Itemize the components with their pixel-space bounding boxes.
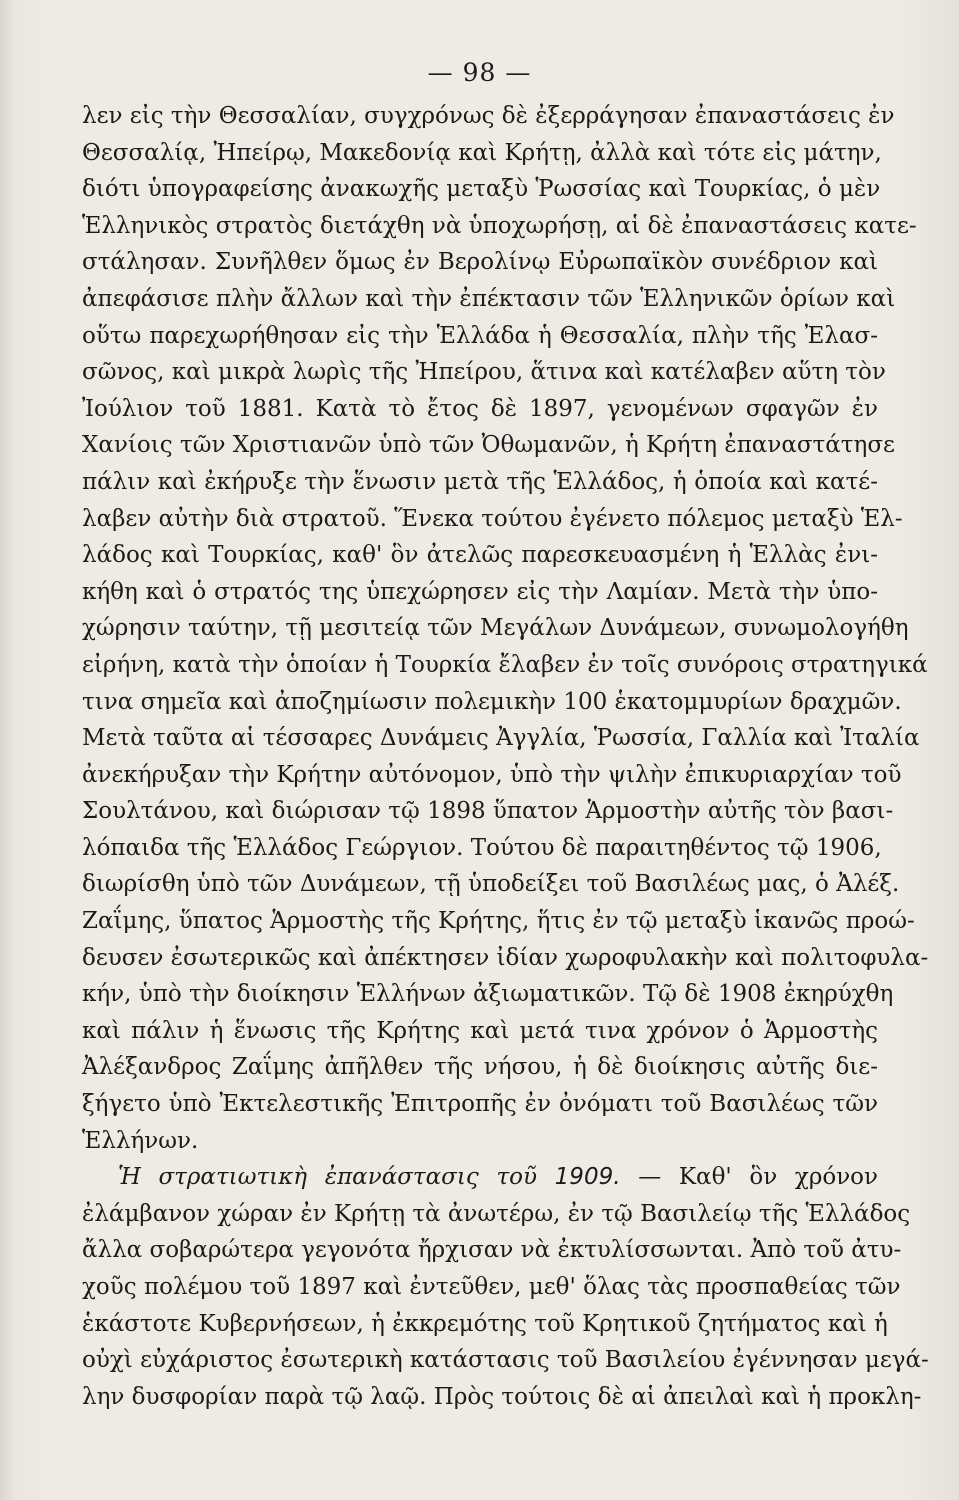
text-line: οὐχὶ εὐχάριστος ἐσωτερικὴ κατάστασις τοῦ Βασιλείου ἐγέννησαν μεγά- xyxy=(82,1347,929,1374)
paragraph-1 xyxy=(82,98,929,1159)
text-line: λεν εἰς τὴν Θεσσαλίαν, συγχρόνως δὲ ἐξερράγησαν ἐπαναστάσεις ἐν xyxy=(82,103,895,129)
text-line: ξήγετο ὑπὸ Ἐκτελεστικῆς Ἐπιτροπῆς ἐν ὀνόματι τοῦ Βασιλέως τῶν xyxy=(82,1091,878,1118)
text-line: εἰρήνη, κατὰ τὴν ὁποίαν ἡ Τουρκία ἔλαβεν ἐν τοῖς συνόροις στρατηγικά xyxy=(82,651,928,678)
text-line: ἑκάστοτε Κυβερνήσεων, ἡ ἐκκρεμότης τοῦ Κρητικοῦ ζητήματος καὶ ἡ xyxy=(82,1310,888,1337)
text-line: ἀνεκήρυξαν τὴν Κρήτην αὐτόνομον, ὑπὸ τὴν ψιλὴν ἐπικυριαρχίαν τοῦ xyxy=(82,761,902,788)
text-line: Ἀλέξανδρος Ζαΐμης ἀπῆλθεν τῆς νήσου, ἡ δὲ διοίκησις αὐτῆς διε- xyxy=(82,1054,878,1081)
text-line: δευσεν ἐσωτερικῶς καὶ ἀπέκτησεν ἰδίαν χωροφυλακὴν καὶ πολιτοφυλα- xyxy=(82,944,929,971)
text-line: Σουλτάνου, καὶ διώρισαν τῷ 1898 ὕπατον Ἁρμοστὴν αὐτῆς τὸν βασι- xyxy=(82,798,894,825)
text-line: πάλιν καὶ ἐκήρυξε τὴν ἕνωσιν μετὰ τῆς Ἑλλάδος, ἡ ὁποία καὶ κατέ- xyxy=(82,468,878,495)
text-line: τινα σημεῖα καὶ ἀποζημίωσιν πολεμικὴν 100 ἑκατομμυρίων δραχμῶν. xyxy=(82,688,902,715)
text-line: διότι ὑπογραφείσης ἀνακωχῆς μεταξὺ Ῥωσσίας καὶ Τουρκίας, ὁ μὲν xyxy=(82,176,881,203)
text-line: Χανίοις τῶν Χριστιανῶν ὑπὸ τῶν Ὀθωμανῶν, ἡ Κρήτη ἐπαναστάτησε xyxy=(82,432,895,459)
heading-line-text: — Καθ' ὃν χρόνον xyxy=(638,1164,879,1191)
text-line: ἄλλα σοβαρώτερα γεγονότα ἤρχισαν νὰ ἐκτυλίσσωνται. Ἀπὸ τοῦ ἀτυ- xyxy=(82,1237,902,1264)
section-heading: Ἡ στρατιωτικὴ ἐπανάστασις τοῦ xyxy=(118,1164,537,1191)
text-line: χοῦς πολέμου τοῦ 1897 καὶ ἐντεῦθεν, μεθ' ὅλας τὰς προσπαθείας τῶν xyxy=(82,1274,901,1300)
body-text xyxy=(82,98,929,1415)
section-heading-line xyxy=(82,1159,878,1196)
text-line: διωρίσθη ὑπὸ τῶν Δυνάμεων, τῇ ὑποδείξει τοῦ Βασιλέως μας, ὁ Ἀλέξ. xyxy=(82,871,900,898)
text-line: λάδος καὶ Τουρκίας, καθ' ὃν ἀτελῶς παρεσκευασμένη ἡ Ἑλλὰς ἐνι- xyxy=(82,542,878,569)
text-line: Μετὰ ταῦτα αἱ τέσσαρες Δυνάμεις Ἀγγλία, Ῥωσσία, Γαλλία καὶ Ἰταλία xyxy=(82,725,920,752)
text-line: οὕτω παρεχωρήθησαν εἰς τὴν Ἑλλάδα ἡ Θεσσαλία, πλὴν τῆς Ἐλασ- xyxy=(82,322,878,349)
text-line: σῶνος, καὶ μικρὰ λωρὶς τῆς Ἠπείρου, ἅτινα καὶ κατέλαβεν αὕτη τὸν xyxy=(82,359,886,386)
text-line: χώρησιν ταύτην, τῇ μεσιτείᾳ τῶν Μεγάλων Δυνάμεων, συνωμολογήθη xyxy=(82,615,909,642)
text-line: στάλησαν. Συνῆλθεν ὅμως ἐν Βερολίνῳ Εὐρωπαϊκὸν συνέδριον καὶ xyxy=(82,249,878,276)
paragraph-2 xyxy=(82,1159,929,1415)
text-line: Ἑλλήνων. xyxy=(82,1127,199,1154)
text-line: λην δυσφορίαν παρὰ τῷ λαῷ. Πρὸς τούτοις δὲ αἱ ἀπειλαὶ καὶ ἡ προκλη- xyxy=(82,1383,922,1410)
text-line: κήν, ὑπὸ τὴν διοίκησιν Ἑλλήνων ἀξιωματικῶν. Τῷ δὲ 1908 ἐκηρύχθη xyxy=(82,981,894,1008)
text-line: ἐλάμβανον χώραν ἐν Κρήτῃ τὰ ἀνωτέρω, ἐν τῷ Βασιλείῳ τῆς Ἑλλάδος xyxy=(82,1200,911,1227)
text-line: λόπαιδα τῆς Ἑλλάδος Γεώργιον. Τούτου δὲ παραιτηθέντος τῷ 1906, xyxy=(82,834,882,861)
page-number: — 98 — xyxy=(427,58,532,87)
text-line: Ἑλληνικὸς στρατὸς διετάχθη νὰ ὑποχωρήσῃ, αἱ δὲ ἐπαναστάσεις κατε- xyxy=(82,212,917,239)
section-heading-year: 1909. xyxy=(554,1164,621,1191)
text-line: λαβεν αὐτὴν διὰ στρατοῦ. Ἕνεκα τούτου ἐγένετο πόλεμος μεταξὺ Ἑλ- xyxy=(82,505,903,532)
text-line: Ζαΐμης, ὕπατος Ἁρμοστὴς τῆς Κρήτης, ἥτις ἐν τῷ μεταξὺ ἱκανῶς προώ- xyxy=(82,908,915,935)
text-line: κήθη καὶ ὁ στρατός της ὑπεχώρησεν εἰς τὴν Λαμίαν. Μετὰ τὴν ὑπο- xyxy=(82,578,878,605)
text-line: Θεσσαλίᾳ, Ἠπείρῳ, Μακεδονίᾳ καὶ Κρήτῃ, ἀλλὰ καὶ τότε εἰς μάτην, xyxy=(82,139,882,166)
text-line: Ἰούλιον τοῦ 1881. Κατὰ τὸ ἔτος δὲ 1897, γενομένων σφαγῶν ἐν xyxy=(82,395,878,422)
text-line: καὶ πάλιν ἡ ἕνωσις τῆς Κρήτης καὶ μετά τινα χρόνον ὁ Ἁρμοστὴς xyxy=(82,1017,878,1044)
text-line: ἀπεφάσισε πλὴν ἄλλων καὶ τὴν ἐπέκτασιν τῶν Ἑλληνικῶν ὁρίων καὶ xyxy=(82,285,896,312)
